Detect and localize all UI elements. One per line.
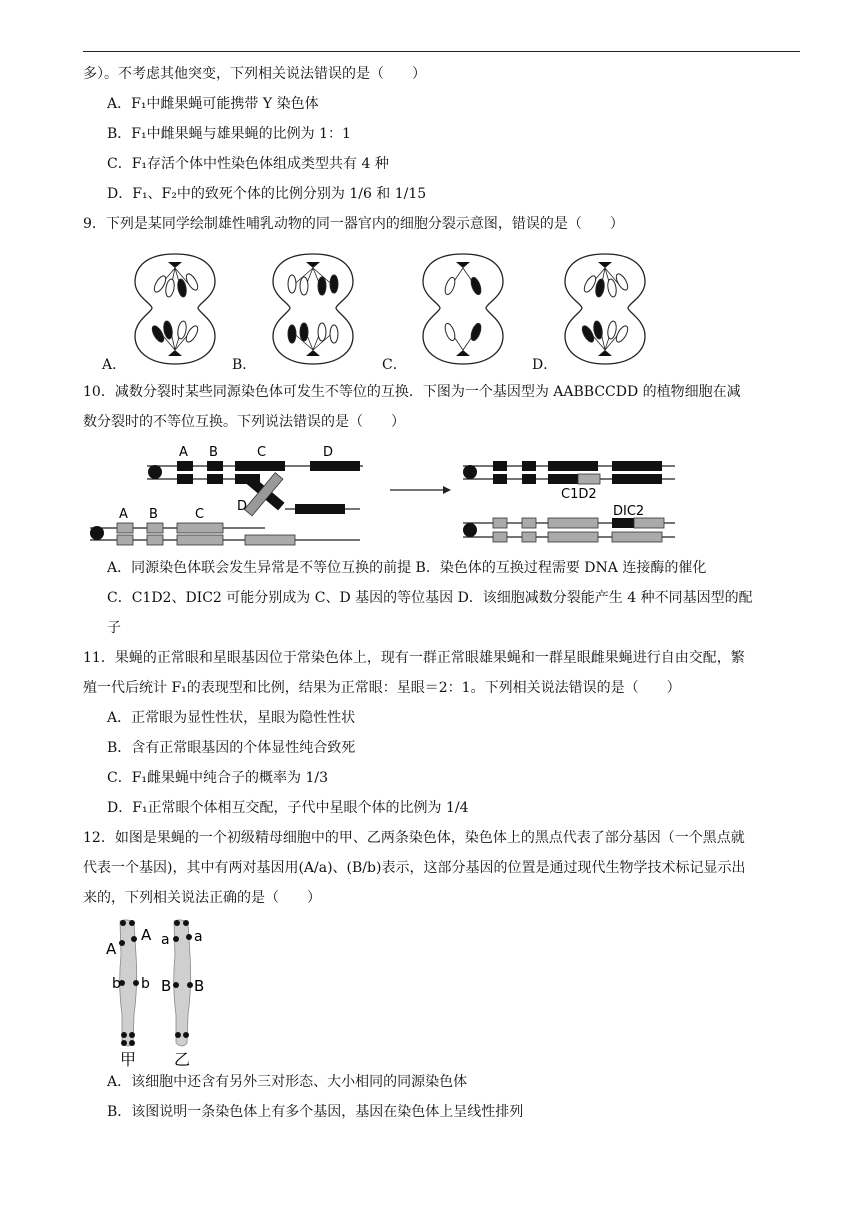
cell-diagram-b	[268, 248, 358, 368]
q12-stem-line3: 来的，下列相关说法正确的是（ ）	[83, 890, 321, 906]
q10-options-cd[interactable]: C．C1D2、DIC2 可能分别成为 C、D 基因的等位基因 D．该细胞减数分裂能产生 4 种不同基因型的配	[107, 590, 753, 606]
q11-option-a[interactable]: A．正常眼为显性性状，星眼为隐性性状	[107, 710, 356, 726]
gene-label-c-top: C	[257, 445, 267, 460]
gene-label-a-top: A	[179, 445, 188, 460]
chrom-yi-gene-a-right: a	[194, 929, 203, 945]
q8-option-d[interactable]: D．F₁、F₂中的致死个体的比例分别为 1/6 和 1/15	[107, 186, 427, 202]
q10-crossover-diagram	[85, 440, 685, 555]
chrom-jia-gene-b-left: b	[112, 976, 121, 992]
gene-label-dic2: DIC2	[613, 504, 645, 519]
q11-stem-line2: 殖一代后统计 F₁的表现型和比例，结果为正常眼：星眼＝2：1。下列相关说法错误的是（ ）	[83, 680, 681, 696]
gene-label-c-bottom: C	[195, 507, 205, 522]
page-top-rule	[83, 51, 800, 52]
q9-stem: 9．下列是某同学绘制雄性哺乳动物的同一器官内的细胞分裂示意图，错误的是（ ）	[83, 216, 624, 232]
cell-diagram-a	[130, 248, 220, 368]
q9-cell-diagrams	[100, 246, 660, 376]
q11-option-c[interactable]: C．F₁雌果蝇中纯合子的概率为 1/3	[107, 770, 329, 786]
gene-label-d-top: D	[323, 445, 334, 460]
chrom-caption-yi: 乙	[174, 1050, 191, 1067]
q12-option-a[interactable]: A．该细胞中还含有另外三对形态、大小相同的同源染色体	[107, 1074, 468, 1090]
gene-label-b-top: B	[209, 445, 218, 460]
cell-diagram-c	[418, 248, 508, 368]
q8-option-a[interactable]: A．F₁中雌果蝇可能携带 Y 染色体	[107, 96, 319, 112]
q11-option-b[interactable]: B．含有正常眼基因的个体显性纯合致死	[107, 740, 356, 756]
q12-stem-line2: 代表一个基因)，其中有两对基因用(A/a)、(B/b)表示，这部分基因的位置是通过现代生物学技术标记显示出	[83, 860, 746, 876]
cell-diagram-d	[560, 248, 650, 368]
q12-option-b[interactable]: B．该图说明一条染色体上有多个基因，基因在染色体上呈线性排列	[107, 1104, 524, 1120]
q12-stem-line1: 12．如图是果蝇的一个初级精母细胞中的甲、乙两条染色体，染色体上的黑点代表了部分基因（一个黑点就	[83, 830, 745, 846]
gene-label-d-bottom: D	[237, 499, 248, 514]
q10-stem-line1: 10．减数分裂时某些同源染色体可发生不等位的互换．下图为一个基因型为 AABBCCDD 的植物细胞在减	[83, 384, 741, 400]
q8-stem: 多）。不考虑其他突变，下列相关说法错误的是（ ）	[83, 66, 426, 82]
chrom-yi-gene-a-left: a	[161, 932, 170, 948]
q8-option-c[interactable]: C．F₁存活个体中性染色体组成类型共有 4 种	[107, 156, 389, 172]
chrom-yi-gene-b-right: B	[194, 977, 205, 995]
q9-label-a: A．	[102, 357, 127, 373]
q9-label-d: D．	[532, 357, 558, 373]
q10-stem-line2: 数分裂时的不等位互换。下列说法错误的是（ ）	[83, 414, 405, 430]
q12-chromosome-figure	[100, 915, 220, 1067]
chrom-caption-jia: 甲	[120, 1050, 137, 1067]
gene-label-b-bottom: B	[149, 507, 158, 522]
q10-options-cd-cont: 子	[107, 620, 121, 636]
q8-option-b[interactable]: B．F₁中雌果蝇与雄果蝇的比例为 1：1	[107, 126, 351, 142]
chrom-jia-gene-a-right: A	[141, 926, 152, 944]
chrom-jia-gene-b-right: b	[141, 976, 150, 992]
q11-option-d[interactable]: D．F₁正常眼个体相互交配，子代中星眼个体的比例为 1/4	[107, 800, 469, 816]
chrom-jia-gene-a-left: A	[106, 940, 117, 958]
chrom-yi-gene-b-left: B	[161, 977, 172, 995]
gene-label-c1d2: C1D2	[561, 487, 597, 502]
q11-stem-line1: 11．果蝇的正常眼和星眼基因位于常染色体上，现有一群正常眼雄果蝇和一群星眼雌果蝇进行自由交配，繁	[83, 650, 745, 666]
q9-label-b: B．	[232, 357, 257, 373]
q9-label-c: C．	[382, 357, 407, 373]
gene-label-a-bottom: A	[119, 507, 128, 522]
q10-options-ab[interactable]: A．同源染色体联会发生异常是不等位互换的前提 B．染色体的互换过程需要 DNA 连接酶的催化	[107, 560, 707, 576]
